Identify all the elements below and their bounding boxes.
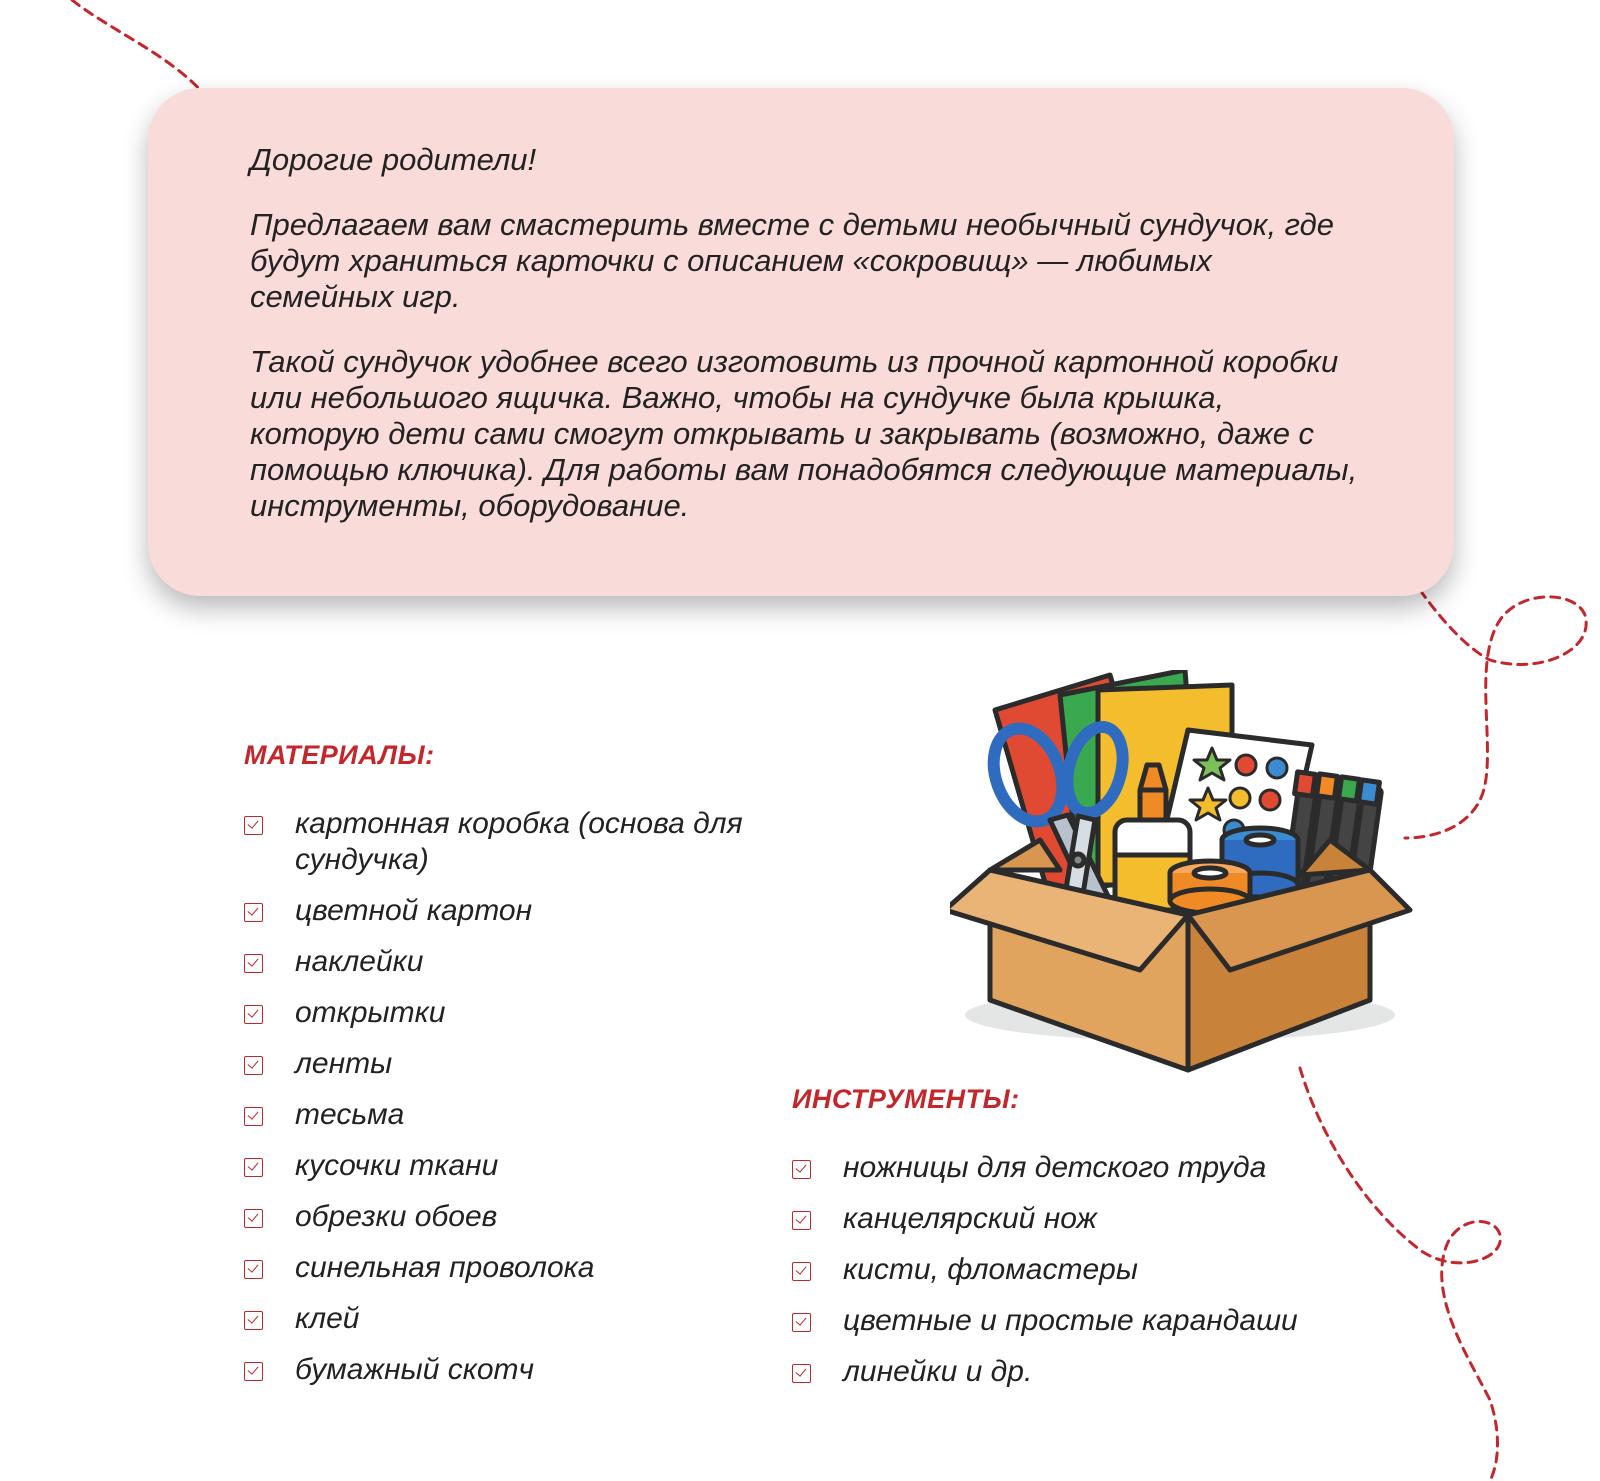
list-item-label: кисти, фломастеры: [843, 1253, 1138, 1286]
list-item-label: синельная проволока: [295, 1251, 595, 1284]
list-item: [244, 893, 744, 929]
list-item: [244, 1301, 744, 1337]
materials-list: [244, 806, 744, 1403]
list-item-label: картонная коробка (основа для сундучка): [295, 807, 743, 876]
checkbox-icon: [244, 954, 263, 973]
intro-card: [148, 88, 1454, 596]
checkbox-icon: [792, 1160, 811, 1179]
list-item: [244, 1352, 744, 1388]
checkbox-icon: [244, 1005, 263, 1024]
list-item: [792, 1303, 1552, 1339]
checkbox-icon: [792, 1211, 811, 1230]
materials-title: МАТЕРИАЛЫ:: [244, 740, 435, 770]
checkbox-icon: [244, 1056, 263, 1075]
list-item: [244, 995, 744, 1031]
list-item-label: наклейки: [295, 945, 424, 978]
list-item: [244, 1046, 744, 1082]
list-item-label: ножницы для детского труда: [843, 1151, 1267, 1184]
checkbox-icon: [244, 1209, 263, 1228]
checkbox-icon: [244, 1311, 263, 1330]
list-item: [244, 1199, 744, 1235]
checkbox-icon: [244, 1107, 263, 1126]
list-item: [244, 944, 744, 980]
intro-paragraph: Предлагаем вам смастерить вместе с детьми необычный сундучок, где будут храниться карточки с описанием «сокровищ» — любимых семейных игр.: [250, 207, 1334, 314]
tools-title: ИНСТРУМЕНТЫ:: [792, 1084, 1020, 1114]
list-item: [244, 1097, 744, 1133]
list-item-label: бумажный скотч: [295, 1353, 535, 1386]
list-item: [792, 1150, 1552, 1186]
list-item: [244, 1250, 744, 1286]
list-item: [244, 806, 744, 878]
intro-text: [250, 142, 1360, 553]
checkbox-icon: [792, 1364, 811, 1383]
greeting: Дорогие родители!: [250, 142, 537, 177]
list-item: [792, 1354, 1552, 1390]
tools-list: [792, 1150, 1552, 1405]
list-item-label: цветные и простые карандаши: [843, 1304, 1298, 1337]
list-item-label: клей: [295, 1302, 360, 1335]
checkbox-icon: [244, 1260, 263, 1279]
list-item-label: канцелярский нож: [843, 1202, 1097, 1235]
list-item-label: ленты: [295, 1047, 393, 1080]
checkbox-icon: [792, 1313, 811, 1332]
list-item: [792, 1252, 1552, 1288]
list-item: [244, 1148, 744, 1184]
intro-paragraph: Такой сундучок удобнее всего изготовить из прочной картонной коробки или небольшого ящичка. Важно, чтобы на сундучке была крышка, которую дети сами смогут открывать и закрывать (возможно, даже с помощью ключика). Для работы вам понадобятся следующие материалы, инструменты, оборудование.: [250, 344, 1358, 523]
list-item-label: линейки и др.: [843, 1355, 1033, 1388]
list-item-label: открытки: [295, 996, 446, 1029]
checkbox-icon: [244, 816, 263, 835]
list-item: [792, 1201, 1552, 1237]
list-item-label: обрезки обоев: [295, 1200, 498, 1233]
craft-box-icon: [950, 670, 1440, 1090]
checkbox-icon: [244, 903, 263, 922]
list-item-label: кусочки ткани: [295, 1149, 499, 1182]
checkbox-icon: [244, 1158, 263, 1177]
list-item-label: тесьма: [295, 1098, 405, 1131]
checkbox-icon: [244, 1362, 263, 1381]
list-item-label: цветной картон: [295, 894, 533, 927]
checkbox-icon: [792, 1262, 811, 1281]
